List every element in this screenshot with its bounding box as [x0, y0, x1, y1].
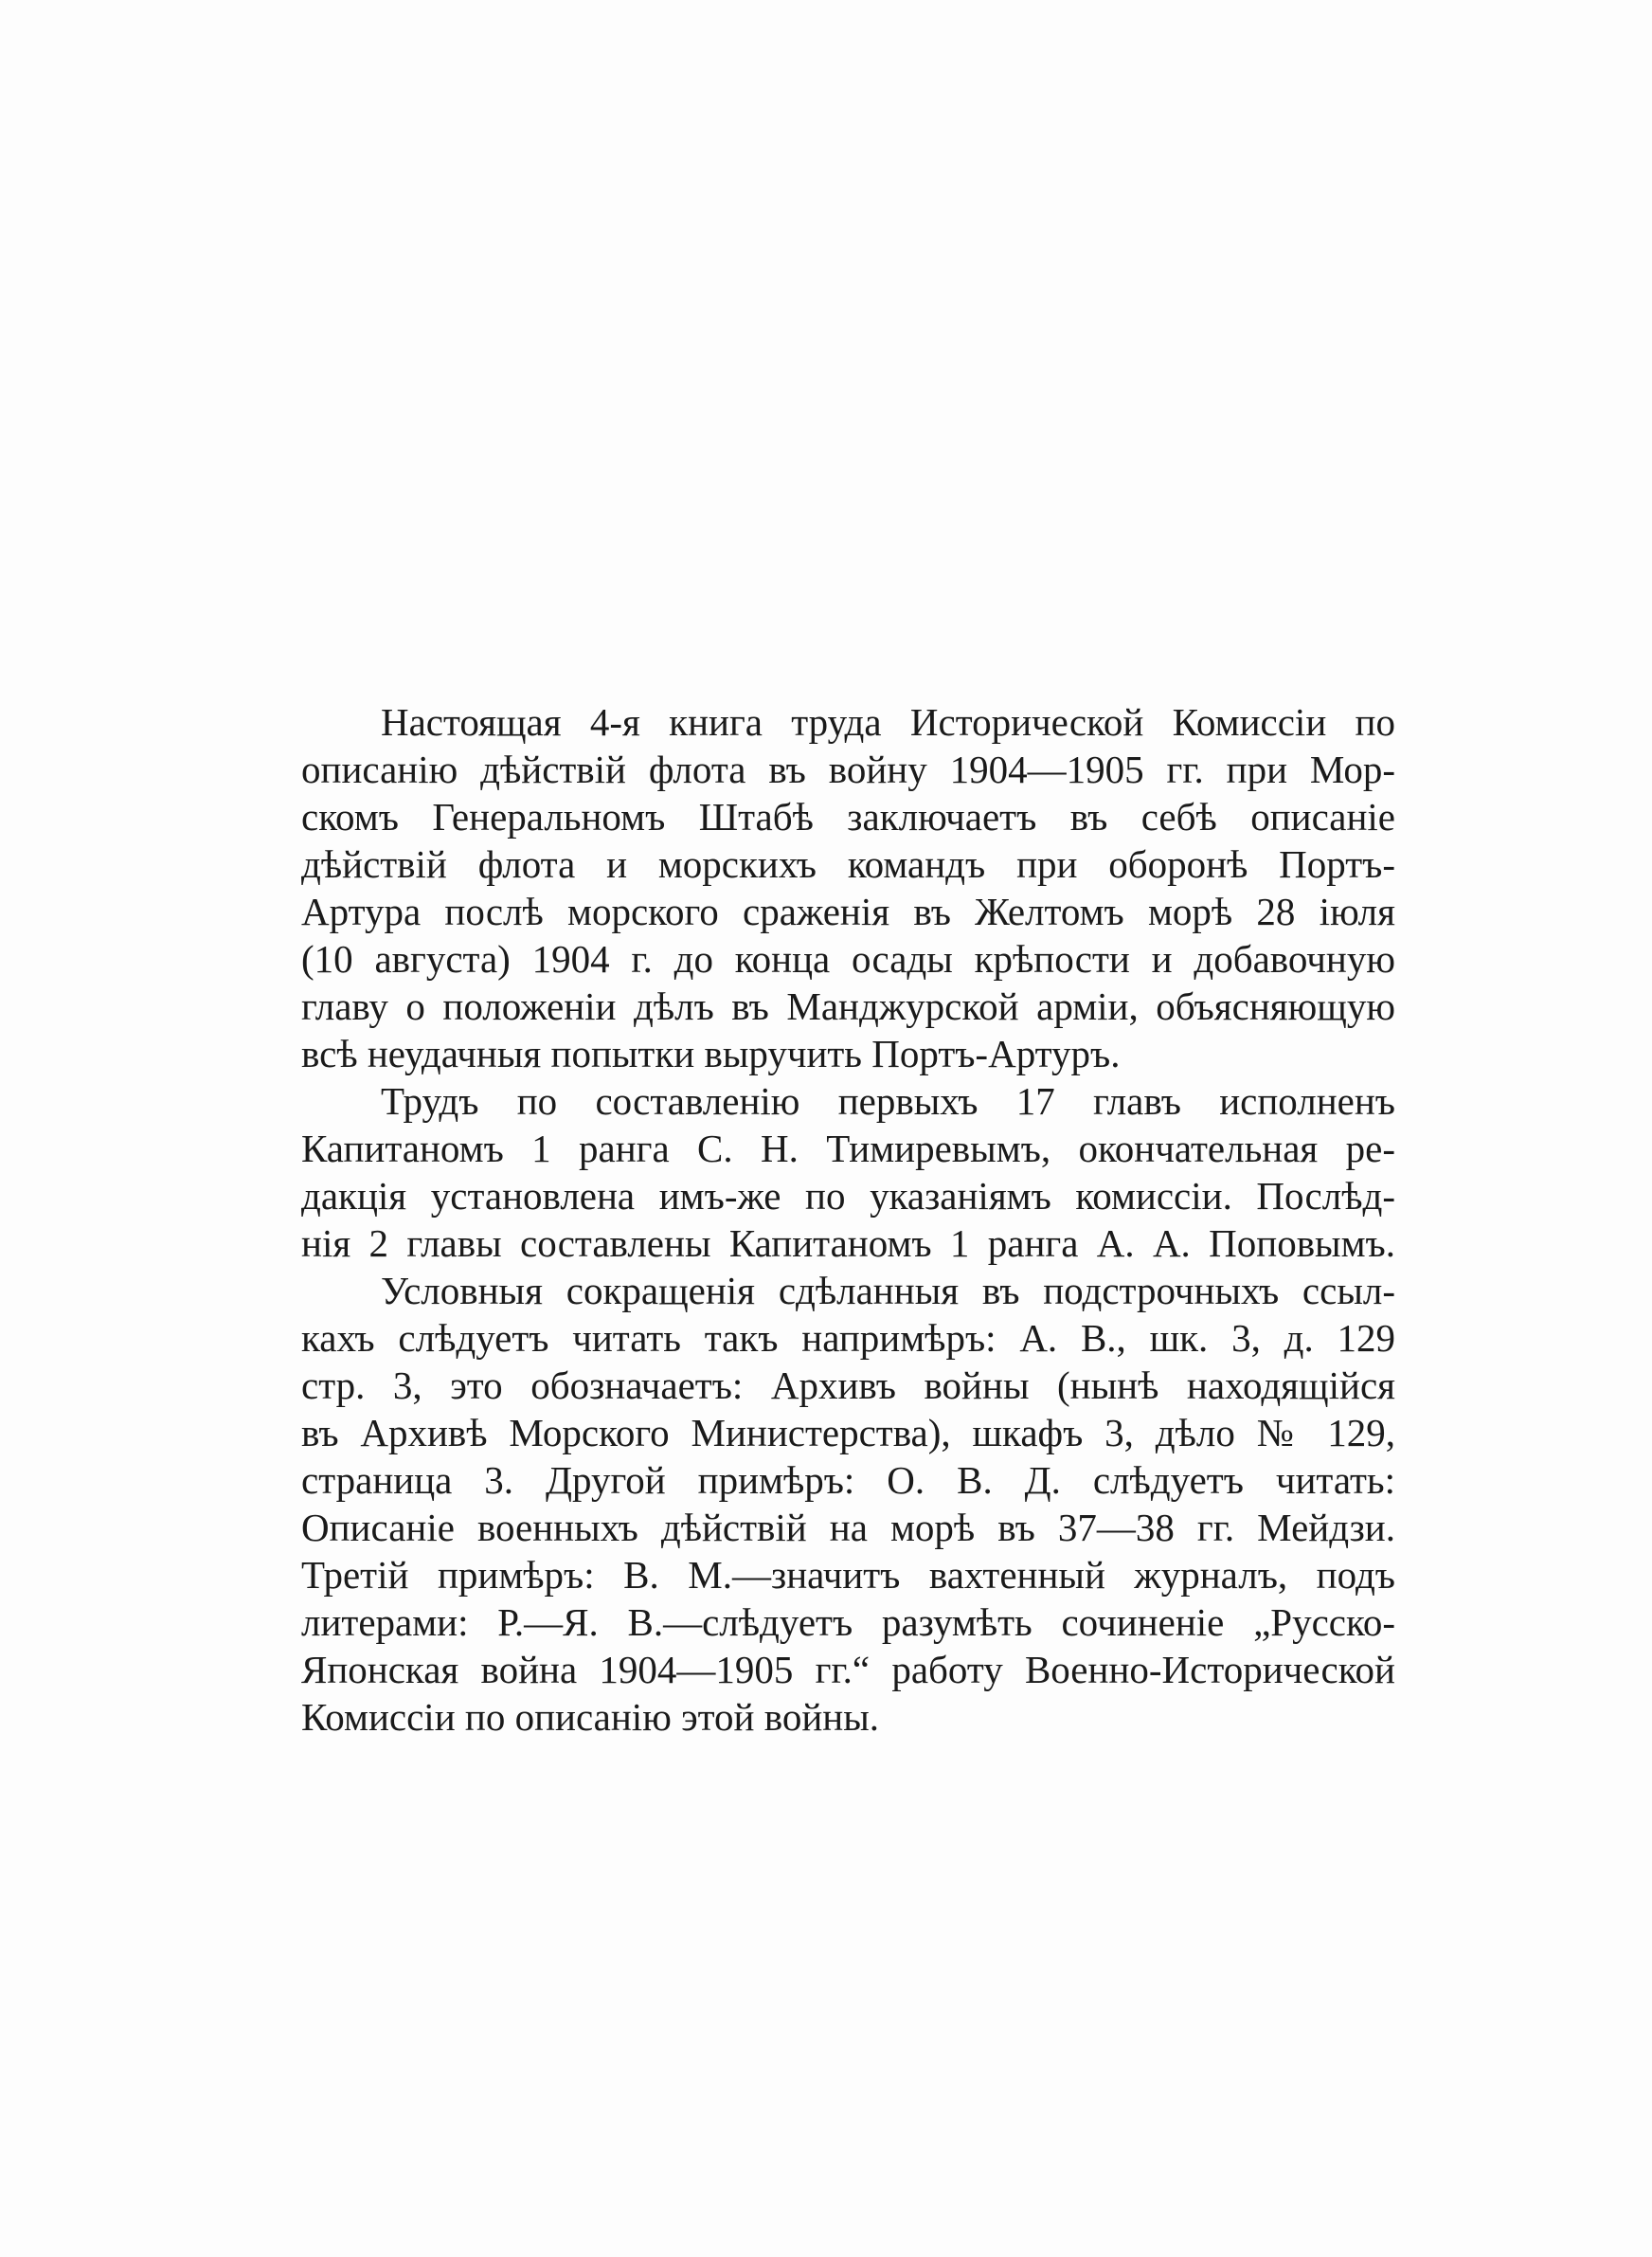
- text-line: всѣ неудачныя попытки выручить Портъ-Артуръ.: [301, 1032, 1121, 1075]
- text-line: Настоящая 4-я книга труда Исторической Комиссіи по: [381, 700, 1395, 744]
- text-line: скомъ Генеральномъ Штабѣ заключаетъ въ себѣ описаніе: [301, 795, 1395, 839]
- text-line: описанію дѣйствій флота въ войну 1904—1905 гг. при Мор-: [301, 748, 1395, 791]
- preface-text: [301, 698, 1395, 1741]
- text-line: въ Архивѣ Морского Министерства), шкафъ 3, дѣло № 129,: [301, 1411, 1395, 1454]
- text-line: стр. 3, это обозначаетъ: Архивъ войны (нынѣ находящійся: [301, 1363, 1395, 1407]
- text-line: Описаніе военныхъ дѣйствій на морѣ въ 37—38 гг. Мейдзи.: [301, 1506, 1395, 1549]
- text-line: главу о положеніи дѣлъ въ Манджурской арміи, объясняющую: [301, 984, 1395, 1028]
- text-line: (10 августа) 1904 г. до конца осады крѣпости и добавочную: [301, 937, 1395, 981]
- text-line: Капитаномъ 1 ранга С. Н. Тимиревымъ, окончательная ре-: [301, 1127, 1395, 1170]
- text-line: дакція установлена имъ-же по указаніямъ комиссіи. Послѣд-: [301, 1174, 1395, 1218]
- text-line: Комиссіи по описанію этой войны.: [301, 1695, 879, 1739]
- text-line: Японская война 1904—1905 гг.“ работу Военно-Исторической: [301, 1648, 1395, 1691]
- text-line: Третій примѣръ: В. М.—значитъ вахтенный журналъ, подъ: [301, 1553, 1395, 1597]
- text-line: литерами: Р.—Я. В.—слѣдуетъ разумѣть сочиненіе „Русско-: [301, 1600, 1395, 1644]
- paragraph-intro: [301, 698, 1395, 1077]
- text-line: страница 3. Другой примѣръ: О. В. Д. слѣдуетъ читать:: [301, 1458, 1395, 1502]
- text-line: нія 2 главы составлены Капитаномъ 1 ранга А. А. Поповымъ.: [301, 1221, 1395, 1265]
- text-line: кахъ слѣдуетъ читать такъ напримѣръ: А. В., шк. 3, д. 129: [301, 1316, 1395, 1360]
- text-line: Артура послѣ морского сраженія въ Желтомъ морѣ 28 іюля: [301, 890, 1395, 933]
- paragraph-abbreviations: [301, 1267, 1395, 1741]
- text-line: Трудъ по составленію первыхъ 17 главъ исполненъ: [381, 1079, 1395, 1123]
- paragraph-authors: [301, 1077, 1395, 1267]
- text-line: дѣйствій флота и морскихъ командъ при оборонѣ Портъ-: [301, 842, 1395, 886]
- text-line: Условныя сокращенія сдѣланныя въ подстрочныхъ ссыл-: [381, 1269, 1395, 1312]
